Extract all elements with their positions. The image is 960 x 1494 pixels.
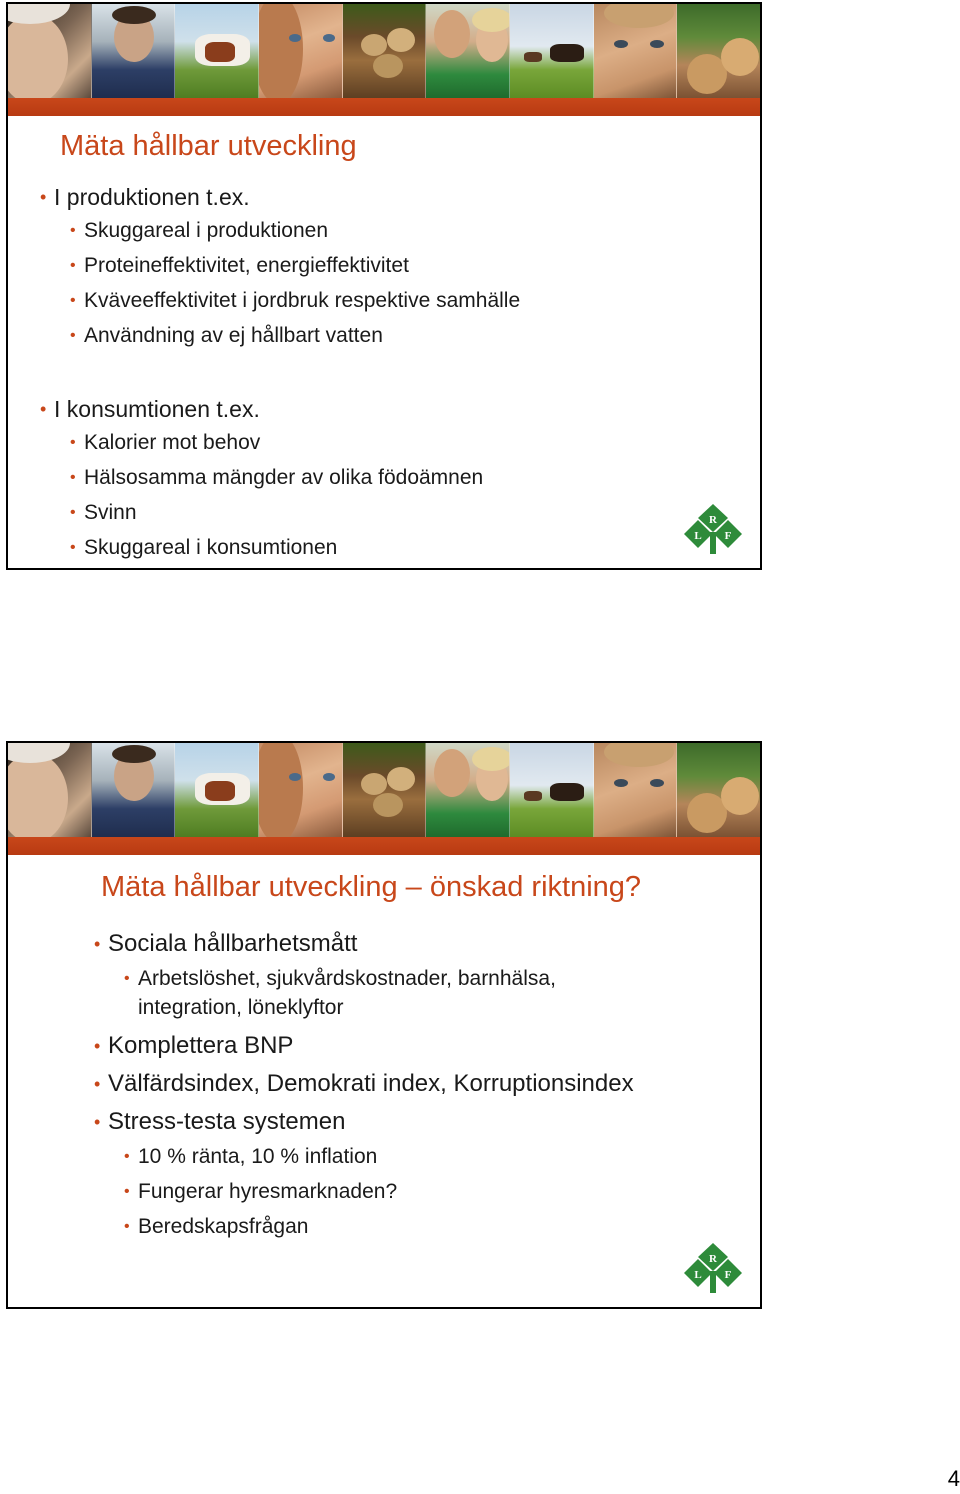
bullet-icon: •	[124, 1183, 130, 1200]
man-blue-shirt-photo	[92, 743, 176, 837]
list-item: • Kalorier mot behov	[70, 431, 261, 454]
cows-photo	[175, 743, 259, 837]
svg-text:L: L	[694, 530, 702, 542]
svg-text:F: F	[724, 530, 732, 542]
svg-text:L: L	[694, 1269, 702, 1281]
page-number: 4	[947, 1466, 960, 1491]
list-item: • 10 % ränta, 10 % inflation	[124, 1145, 378, 1168]
list-item-continuation: integration, löneklyftor	[138, 996, 344, 1019]
bullet-icon: •	[70, 539, 76, 556]
svg-text:R: R	[709, 514, 717, 526]
list-item: • Kväveeffektivitet i jordbruk respektive samhälle	[70, 289, 521, 312]
potatoes-photo	[343, 4, 427, 98]
man-closeup-photo	[594, 4, 678, 98]
svg-text:R: R	[709, 1253, 717, 1265]
man-blue-shirt-photo	[92, 4, 176, 98]
timber-logs-photo	[677, 4, 760, 98]
man-closeup-photo	[594, 743, 678, 837]
list-item: • Välfärdsindex, Demokrati index, Korruptionsindex	[94, 1070, 634, 1097]
list-item: • Svinn	[70, 501, 137, 524]
list-item: • Beredskapsfrågan	[124, 1215, 309, 1238]
bullet-icon: •	[40, 399, 47, 419]
slide-title: Mäta hållbar utveckling	[60, 130, 357, 162]
man-portrait-photo	[8, 743, 92, 837]
cows-photo	[175, 4, 259, 98]
smiling-couple-photo	[426, 743, 510, 837]
list-item: • Stress-testa systemen	[94, 1108, 346, 1135]
list-item: • Skuggareal i produktionen	[70, 219, 329, 242]
woman-portrait-photo	[259, 4, 343, 98]
bullet-icon: •	[40, 187, 47, 207]
photo-banner	[8, 4, 760, 98]
slide-title: Mäta hållbar utveckling – önskad riktning?	[101, 871, 642, 903]
list-item: • Skuggareal i konsumtionen	[70, 536, 338, 559]
bullet-icon: •	[124, 1218, 130, 1235]
lrf-logo-icon	[684, 502, 742, 554]
accent-bar	[8, 837, 760, 855]
bullet-icon: •	[70, 222, 76, 239]
bullet-icon: •	[70, 327, 76, 344]
horses-photo	[510, 4, 594, 98]
woman-portrait-photo	[259, 743, 343, 837]
accent-bar	[8, 98, 760, 116]
lrf-logo-icon	[684, 1241, 742, 1293]
potatoes-photo	[343, 743, 427, 837]
bullet-list	[94, 930, 634, 1250]
list-item: • Hälsosamma mängder av olika födoämnen	[70, 466, 484, 489]
slide-2	[6, 741, 762, 1309]
bullet-icon: •	[70, 257, 76, 274]
list-item: • Sociala hållbarhetsmått	[94, 930, 358, 957]
man-portrait-photo	[8, 4, 92, 98]
bullet-icon: •	[94, 1074, 101, 1094]
smiling-couple-photo	[426, 4, 510, 98]
bullet-icon: •	[70, 504, 76, 521]
bullet-icon: •	[94, 934, 101, 954]
list-item: • I produktionen t.ex.	[40, 184, 250, 210]
bullet-icon: •	[124, 1148, 130, 1165]
bullet-list	[40, 184, 520, 570]
bullet-icon: •	[94, 1112, 101, 1132]
list-item: • Komplettera BNP	[94, 1032, 294, 1059]
list-item: • Proteineffektivitet, energieffektivitet	[70, 254, 409, 277]
svg-text:F: F	[724, 1269, 732, 1281]
slide-1	[6, 2, 762, 570]
list-item: • Arbetslöshet, sjukvårdskostnader, barnhälsa,	[124, 967, 556, 990]
bullet-icon: •	[94, 1036, 101, 1056]
photo-banner	[8, 743, 760, 837]
bullet-icon: •	[70, 434, 76, 451]
list-item: • Användning av ej hållbart vatten	[70, 324, 383, 347]
list-item: • Fungerar hyresmarknaden?	[124, 1180, 398, 1203]
bullet-icon: •	[70, 469, 76, 486]
list-item: • I konsumtionen t.ex.	[40, 396, 260, 422]
bullet-icon: •	[70, 292, 76, 309]
timber-logs-photo	[677, 743, 760, 837]
bullet-icon: •	[124, 970, 130, 987]
horses-photo	[510, 743, 594, 837]
